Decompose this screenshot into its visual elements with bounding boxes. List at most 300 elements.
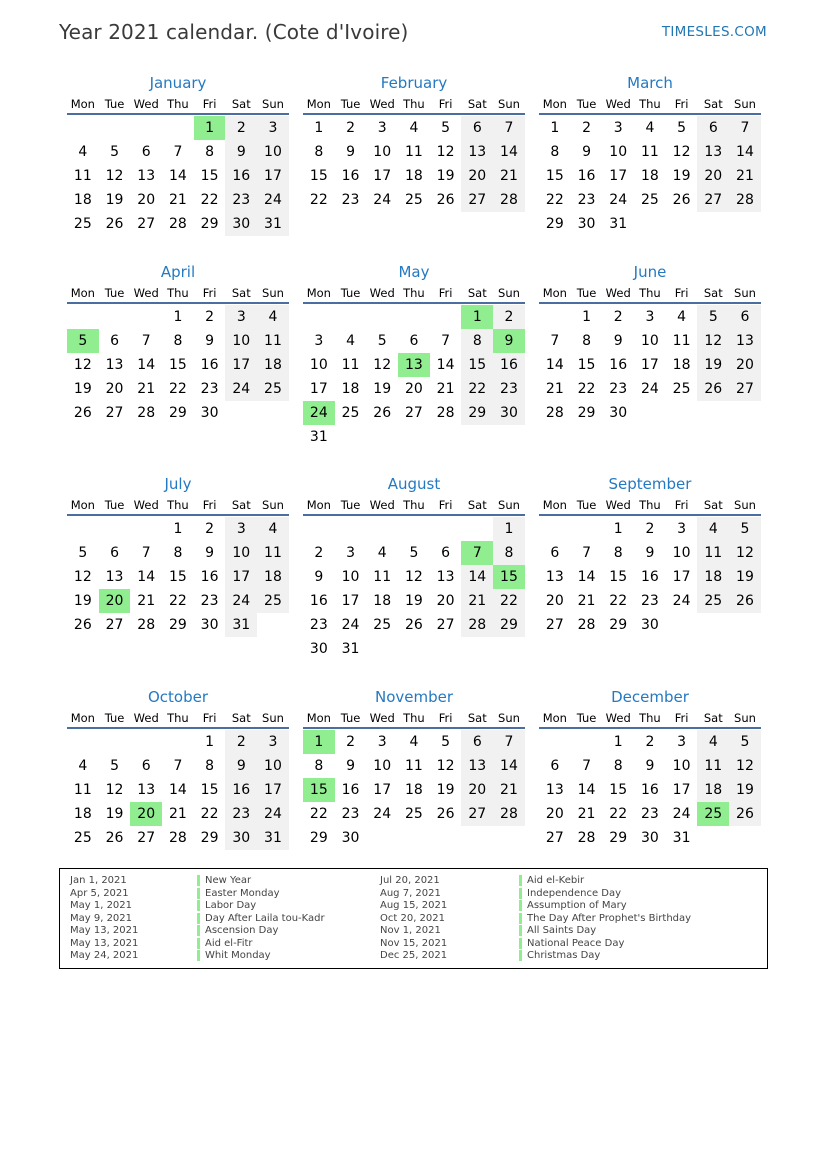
day-cell[interactable]: 26: [729, 802, 761, 826]
day-cell[interactable]: 28: [545, 405, 564, 421]
day-cell[interactable]: 16: [341, 782, 360, 798]
day-cell[interactable]: 10: [225, 329, 257, 353]
day-cell[interactable]: 12: [373, 357, 392, 373]
day-cell[interactable]: 7: [582, 758, 591, 774]
day-cell[interactable]: 9: [582, 144, 591, 160]
day-cell[interactable]: 30: [200, 405, 219, 421]
day-cell[interactable]: 3: [377, 120, 387, 136]
day-cell[interactable]: 22: [577, 381, 596, 397]
day-cell[interactable]: 20: [137, 192, 156, 208]
day-cell[interactable]: 6: [697, 116, 729, 140]
day-cell[interactable]: 1: [173, 521, 183, 537]
day-cell[interactable]: 2: [205, 521, 215, 537]
day-cell[interactable]: 31: [257, 826, 289, 850]
day-cell[interactable]: 8: [582, 333, 591, 349]
day-cell[interactable]: 10: [257, 754, 289, 778]
day-cell[interactable]: 16: [609, 357, 628, 373]
day-cell[interactable]: 14: [577, 569, 596, 585]
day-cell[interactable]: 5: [409, 545, 419, 561]
day-cell[interactable]: 21: [729, 164, 761, 188]
day-cell[interactable]: 15: [168, 569, 187, 585]
day-cell[interactable]: 22: [609, 806, 628, 822]
day-cell[interactable]: 22: [609, 593, 628, 609]
day-cell[interactable]: 22: [200, 192, 219, 208]
day-cell[interactable]: 28: [137, 405, 156, 421]
day-cell[interactable]: 30: [640, 830, 659, 846]
day-cell[interactable]: 4: [377, 545, 387, 561]
day-cell[interactable]: 9: [346, 758, 355, 774]
day-cell[interactable]: 16: [640, 782, 659, 798]
day-cell[interactable]: 21: [461, 589, 493, 613]
day-cell[interactable]: 8: [205, 758, 215, 774]
day-cell[interactable]: 22: [545, 192, 564, 208]
day-cell[interactable]: 17: [341, 593, 360, 609]
day-cell[interactable]: 15: [200, 782, 219, 798]
day-cell[interactable]: 30: [493, 401, 525, 425]
day-cell[interactable]: 13: [137, 782, 156, 798]
day-cell[interactable]: 19: [729, 565, 761, 589]
day-cell[interactable]: 22: [309, 192, 328, 208]
day-cell[interactable]: 16: [200, 569, 219, 585]
day-cell[interactable]: 1: [582, 309, 591, 325]
day-cell[interactable]: 19: [373, 381, 392, 397]
day-cell[interactable]: 25: [373, 617, 392, 633]
day-cell[interactable]: 23: [341, 192, 360, 208]
holiday-day-cell[interactable]: 7: [461, 541, 493, 565]
day-cell[interactable]: 26: [672, 192, 691, 208]
day-cell[interactable]: 26: [729, 589, 761, 613]
day-cell[interactable]: 26: [373, 405, 392, 421]
day-cell[interactable]: 26: [697, 377, 729, 401]
day-cell[interactable]: 20: [461, 778, 493, 802]
day-cell[interactable]: 29: [609, 617, 628, 633]
day-cell[interactable]: 24: [257, 188, 289, 212]
day-cell[interactable]: 2: [645, 521, 655, 537]
day-cell[interactable]: 1: [613, 734, 623, 750]
day-cell[interactable]: 3: [346, 545, 355, 561]
day-cell[interactable]: 21: [577, 806, 596, 822]
day-cell[interactable]: 10: [257, 140, 289, 164]
day-cell[interactable]: 24: [672, 593, 691, 609]
day-cell[interactable]: 6: [441, 545, 451, 561]
day-cell[interactable]: 29: [168, 405, 187, 421]
holiday-day-cell[interactable]: 1: [194, 116, 226, 140]
day-cell[interactable]: 21: [493, 164, 525, 188]
day-cell[interactable]: 16: [309, 593, 328, 609]
day-cell[interactable]: 24: [373, 192, 392, 208]
holiday-day-cell[interactable]: 13: [398, 353, 430, 377]
day-cell[interactable]: 20: [404, 381, 423, 397]
day-cell[interactable]: 20: [697, 164, 729, 188]
day-cell[interactable]: 8: [314, 758, 324, 774]
day-cell[interactable]: 1: [550, 120, 560, 136]
day-cell[interactable]: 3: [677, 521, 687, 537]
day-cell[interactable]: 2: [346, 734, 355, 750]
day-cell[interactable]: 29: [545, 216, 564, 232]
day-cell[interactable]: 24: [672, 806, 691, 822]
day-cell[interactable]: 16: [341, 168, 360, 184]
day-cell[interactable]: 6: [110, 545, 119, 561]
day-cell[interactable]: 21: [577, 593, 596, 609]
day-cell[interactable]: 17: [257, 164, 289, 188]
day-cell[interactable]: 13: [436, 569, 455, 585]
day-cell[interactable]: 3: [257, 730, 289, 754]
day-cell[interactable]: 8: [493, 541, 525, 565]
day-cell[interactable]: 9: [613, 333, 623, 349]
day-cell[interactable]: 22: [309, 806, 328, 822]
day-cell[interactable]: 12: [105, 168, 124, 184]
day-cell[interactable]: 19: [436, 782, 455, 798]
day-cell[interactable]: 27: [137, 216, 156, 232]
day-cell[interactable]: 30: [309, 641, 328, 657]
day-cell[interactable]: 26: [105, 216, 124, 232]
day-cell[interactable]: 19: [436, 168, 455, 184]
day-cell[interactable]: 31: [609, 216, 628, 232]
day-cell[interactable]: 16: [640, 569, 659, 585]
day-cell[interactable]: 21: [436, 381, 455, 397]
day-cell[interactable]: 25: [73, 216, 92, 232]
day-cell[interactable]: 3: [257, 116, 289, 140]
day-cell[interactable]: 5: [78, 545, 88, 561]
day-cell[interactable]: 11: [404, 144, 423, 160]
day-cell[interactable]: 21: [137, 593, 156, 609]
day-cell[interactable]: 4: [645, 120, 655, 136]
day-cell[interactable]: 6: [461, 730, 493, 754]
day-cell[interactable]: 7: [441, 333, 451, 349]
day-cell[interactable]: 27: [461, 188, 493, 212]
day-cell[interactable]: 10: [672, 545, 691, 561]
day-cell[interactable]: 19: [73, 593, 92, 609]
day-cell[interactable]: 7: [729, 116, 761, 140]
day-cell[interactable]: 10: [640, 333, 659, 349]
day-cell[interactable]: 27: [137, 830, 156, 846]
day-cell[interactable]: 16: [577, 168, 596, 184]
day-cell[interactable]: 19: [105, 806, 124, 822]
day-cell[interactable]: 21: [137, 381, 156, 397]
day-cell[interactable]: 23: [640, 806, 659, 822]
day-cell[interactable]: 7: [141, 545, 151, 561]
day-cell[interactable]: 23: [577, 192, 596, 208]
day-cell[interactable]: 28: [461, 613, 493, 637]
day-cell[interactable]: 5: [677, 120, 687, 136]
day-cell[interactable]: 11: [697, 541, 729, 565]
day-cell[interactable]: 3: [314, 333, 324, 349]
day-cell[interactable]: 6: [409, 333, 419, 349]
day-cell[interactable]: 6: [141, 144, 151, 160]
day-cell[interactable]: 15: [609, 782, 628, 798]
day-cell[interactable]: 27: [436, 617, 455, 633]
day-cell[interactable]: 28: [729, 188, 761, 212]
day-cell[interactable]: 15: [577, 357, 596, 373]
day-cell[interactable]: 2: [346, 120, 355, 136]
day-cell[interactable]: 8: [613, 758, 623, 774]
day-cell[interactable]: 4: [697, 517, 729, 541]
day-cell[interactable]: 8: [314, 144, 324, 160]
day-cell[interactable]: 2: [493, 305, 525, 329]
day-cell[interactable]: 26: [436, 192, 455, 208]
day-cell[interactable]: 7: [173, 758, 183, 774]
holiday-day-cell[interactable]: 1: [461, 305, 493, 329]
day-cell[interactable]: 12: [436, 144, 455, 160]
day-cell[interactable]: 28: [168, 216, 187, 232]
day-cell[interactable]: 16: [493, 353, 525, 377]
day-cell[interactable]: 29: [461, 401, 493, 425]
day-cell[interactable]: 2: [645, 734, 655, 750]
day-cell[interactable]: 23: [341, 806, 360, 822]
day-cell[interactable]: 29: [493, 613, 525, 637]
day-cell[interactable]: 3: [225, 517, 257, 541]
day-cell[interactable]: 4: [346, 333, 355, 349]
day-cell[interactable]: 11: [257, 329, 289, 353]
day-cell[interactable]: 14: [493, 140, 525, 164]
day-cell[interactable]: 9: [645, 758, 655, 774]
day-cell[interactable]: 21: [168, 806, 187, 822]
day-cell[interactable]: 15: [545, 168, 564, 184]
day-cell[interactable]: 6: [141, 758, 151, 774]
day-cell[interactable]: 19: [73, 381, 92, 397]
day-cell[interactable]: 25: [404, 192, 423, 208]
day-cell[interactable]: 23: [200, 381, 219, 397]
day-cell[interactable]: 22: [200, 806, 219, 822]
day-cell[interactable]: 28: [577, 830, 596, 846]
day-cell[interactable]: 7: [582, 545, 591, 561]
day-cell[interactable]: 16: [225, 778, 257, 802]
day-cell[interactable]: 18: [341, 381, 360, 397]
day-cell[interactable]: 30: [640, 617, 659, 633]
day-cell[interactable]: 10: [373, 144, 392, 160]
day-cell[interactable]: 31: [257, 212, 289, 236]
day-cell[interactable]: 14: [729, 140, 761, 164]
day-cell[interactable]: 24: [609, 192, 628, 208]
day-cell[interactable]: 26: [73, 617, 92, 633]
day-cell[interactable]: 24: [341, 617, 360, 633]
day-cell[interactable]: 18: [373, 593, 392, 609]
day-cell[interactable]: 27: [105, 617, 124, 633]
day-cell[interactable]: 30: [200, 617, 219, 633]
day-cell[interactable]: 2: [613, 309, 623, 325]
day-cell[interactable]: 4: [697, 730, 729, 754]
day-cell[interactable]: 1: [173, 309, 183, 325]
day-cell[interactable]: 1: [493, 517, 525, 541]
day-cell[interactable]: 29: [309, 830, 328, 846]
day-cell[interactable]: 28: [577, 617, 596, 633]
day-cell[interactable]: 23: [225, 188, 257, 212]
day-cell[interactable]: 8: [461, 329, 493, 353]
day-cell[interactable]: 13: [461, 754, 493, 778]
day-cell[interactable]: 25: [404, 806, 423, 822]
day-cell[interactable]: 20: [436, 593, 455, 609]
day-cell[interactable]: 9: [645, 545, 655, 561]
day-cell[interactable]: 6: [461, 116, 493, 140]
day-cell[interactable]: 12: [73, 569, 92, 585]
day-cell[interactable]: 14: [545, 357, 564, 373]
day-cell[interactable]: 13: [105, 569, 124, 585]
day-cell[interactable]: 7: [141, 333, 151, 349]
day-cell[interactable]: 13: [545, 569, 564, 585]
day-cell[interactable]: 2: [314, 545, 324, 561]
day-cell[interactable]: 31: [309, 429, 328, 445]
day-cell[interactable]: 16: [200, 357, 219, 373]
day-cell[interactable]: 15: [309, 168, 328, 184]
day-cell[interactable]: 7: [493, 116, 525, 140]
day-cell[interactable]: 5: [110, 758, 119, 774]
day-cell[interactable]: 27: [404, 405, 423, 421]
day-cell[interactable]: 2: [582, 120, 591, 136]
day-cell[interactable]: 15: [200, 168, 219, 184]
day-cell[interactable]: 9: [205, 545, 215, 561]
day-cell[interactable]: 24: [640, 381, 659, 397]
day-cell[interactable]: 12: [436, 758, 455, 774]
day-cell[interactable]: 15: [168, 357, 187, 373]
day-cell[interactable]: 14: [168, 782, 187, 798]
day-cell[interactable]: 11: [640, 144, 659, 160]
day-cell[interactable]: 8: [205, 144, 215, 160]
day-cell[interactable]: 2: [225, 116, 257, 140]
holiday-day-cell[interactable]: 20: [99, 589, 131, 613]
day-cell[interactable]: 27: [697, 188, 729, 212]
day-cell[interactable]: 28: [168, 830, 187, 846]
day-cell[interactable]: 20: [545, 806, 564, 822]
day-cell[interactable]: 14: [577, 782, 596, 798]
day-cell[interactable]: 23: [200, 593, 219, 609]
day-cell[interactable]: 19: [404, 593, 423, 609]
day-cell[interactable]: 28: [493, 188, 525, 212]
day-cell[interactable]: 5: [729, 730, 761, 754]
day-cell[interactable]: 31: [225, 613, 257, 637]
holiday-day-cell[interactable]: 1: [303, 730, 335, 754]
day-cell[interactable]: 11: [672, 333, 691, 349]
day-cell[interactable]: 8: [173, 333, 183, 349]
day-cell[interactable]: 27: [545, 830, 564, 846]
day-cell[interactable]: 10: [309, 357, 328, 373]
day-cell[interactable]: 12: [404, 569, 423, 585]
day-cell[interactable]: 20: [105, 381, 124, 397]
day-cell[interactable]: 30: [341, 830, 360, 846]
day-cell[interactable]: 13: [105, 357, 124, 373]
day-cell[interactable]: 17: [373, 782, 392, 798]
day-cell[interactable]: 23: [493, 377, 525, 401]
day-cell[interactable]: 8: [613, 545, 623, 561]
day-cell[interactable]: 25: [257, 377, 289, 401]
day-cell[interactable]: 12: [672, 144, 691, 160]
day-cell[interactable]: 5: [697, 305, 729, 329]
day-cell[interactable]: 17: [257, 778, 289, 802]
day-cell[interactable]: 14: [436, 357, 455, 373]
day-cell[interactable]: 26: [105, 830, 124, 846]
day-cell[interactable]: 12: [697, 329, 729, 353]
day-cell[interactable]: 7: [493, 730, 525, 754]
day-cell[interactable]: 19: [697, 353, 729, 377]
day-cell[interactable]: 11: [257, 541, 289, 565]
day-cell[interactable]: 18: [73, 192, 92, 208]
day-cell[interactable]: 13: [545, 782, 564, 798]
day-cell[interactable]: 24: [373, 806, 392, 822]
day-cell[interactable]: 31: [672, 830, 691, 846]
day-cell[interactable]: 25: [640, 192, 659, 208]
day-cell[interactable]: 2: [225, 730, 257, 754]
day-cell[interactable]: 5: [729, 517, 761, 541]
day-cell[interactable]: 27: [105, 405, 124, 421]
day-cell[interactable]: 18: [404, 168, 423, 184]
day-cell[interactable]: 18: [697, 778, 729, 802]
day-cell[interactable]: 4: [257, 305, 289, 329]
day-cell[interactable]: 18: [257, 353, 289, 377]
day-cell[interactable]: 24: [225, 377, 257, 401]
day-cell[interactable]: 25: [341, 405, 360, 421]
day-cell[interactable]: 26: [404, 617, 423, 633]
day-cell[interactable]: 15: [461, 353, 493, 377]
day-cell[interactable]: 18: [697, 565, 729, 589]
day-cell[interactable]: 5: [441, 734, 451, 750]
day-cell[interactable]: 1: [205, 734, 215, 750]
day-cell[interactable]: 25: [672, 381, 691, 397]
day-cell[interactable]: 20: [545, 593, 564, 609]
day-cell[interactable]: 17: [373, 168, 392, 184]
day-cell[interactable]: 9: [225, 754, 257, 778]
day-cell[interactable]: 18: [672, 357, 691, 373]
day-cell[interactable]: 17: [225, 353, 257, 377]
day-cell[interactable]: 4: [257, 517, 289, 541]
day-cell[interactable]: 11: [73, 168, 92, 184]
day-cell[interactable]: 8: [550, 144, 560, 160]
day-cell[interactable]: 3: [677, 734, 687, 750]
day-cell[interactable]: 22: [461, 377, 493, 401]
day-cell[interactable]: 30: [577, 216, 596, 232]
day-cell[interactable]: 10: [341, 569, 360, 585]
day-cell[interactable]: 14: [137, 357, 156, 373]
day-cell[interactable]: 21: [168, 192, 187, 208]
day-cell[interactable]: 3: [645, 309, 655, 325]
day-cell[interactable]: 11: [341, 357, 360, 373]
day-cell[interactable]: 27: [545, 617, 564, 633]
day-cell[interactable]: 17: [309, 381, 328, 397]
day-cell[interactable]: 22: [493, 589, 525, 613]
day-cell[interactable]: 27: [461, 802, 493, 826]
day-cell[interactable]: 13: [137, 168, 156, 184]
holiday-day-cell[interactable]: 20: [130, 802, 162, 826]
day-cell[interactable]: 10: [373, 758, 392, 774]
day-cell[interactable]: 11: [697, 754, 729, 778]
day-cell[interactable]: 9: [205, 333, 215, 349]
day-cell[interactable]: 11: [73, 782, 92, 798]
day-cell[interactable]: 23: [309, 617, 328, 633]
day-cell[interactable]: 12: [729, 754, 761, 778]
day-cell[interactable]: 24: [225, 589, 257, 613]
day-cell[interactable]: 21: [545, 381, 564, 397]
day-cell[interactable]: 21: [493, 778, 525, 802]
day-cell[interactable]: 17: [225, 565, 257, 589]
day-cell[interactable]: 29: [200, 216, 219, 232]
day-cell[interactable]: 13: [461, 140, 493, 164]
day-cell[interactable]: 11: [373, 569, 392, 585]
day-cell[interactable]: 19: [105, 192, 124, 208]
day-cell[interactable]: 14: [137, 569, 156, 585]
holiday-day-cell[interactable]: 24: [303, 401, 335, 425]
day-cell[interactable]: 6: [729, 305, 761, 329]
day-cell[interactable]: 5: [441, 120, 451, 136]
day-cell[interactable]: 7: [550, 333, 560, 349]
day-cell[interactable]: 22: [168, 381, 187, 397]
day-cell[interactable]: 30: [225, 212, 257, 236]
day-cell[interactable]: 10: [672, 758, 691, 774]
day-cell[interactable]: 9: [225, 140, 257, 164]
day-cell[interactable]: 15: [609, 569, 628, 585]
day-cell[interactable]: 24: [257, 802, 289, 826]
day-cell[interactable]: 9: [314, 569, 324, 585]
day-cell[interactable]: 18: [404, 782, 423, 798]
day-cell[interactable]: 14: [461, 565, 493, 589]
day-cell[interactable]: 11: [404, 758, 423, 774]
